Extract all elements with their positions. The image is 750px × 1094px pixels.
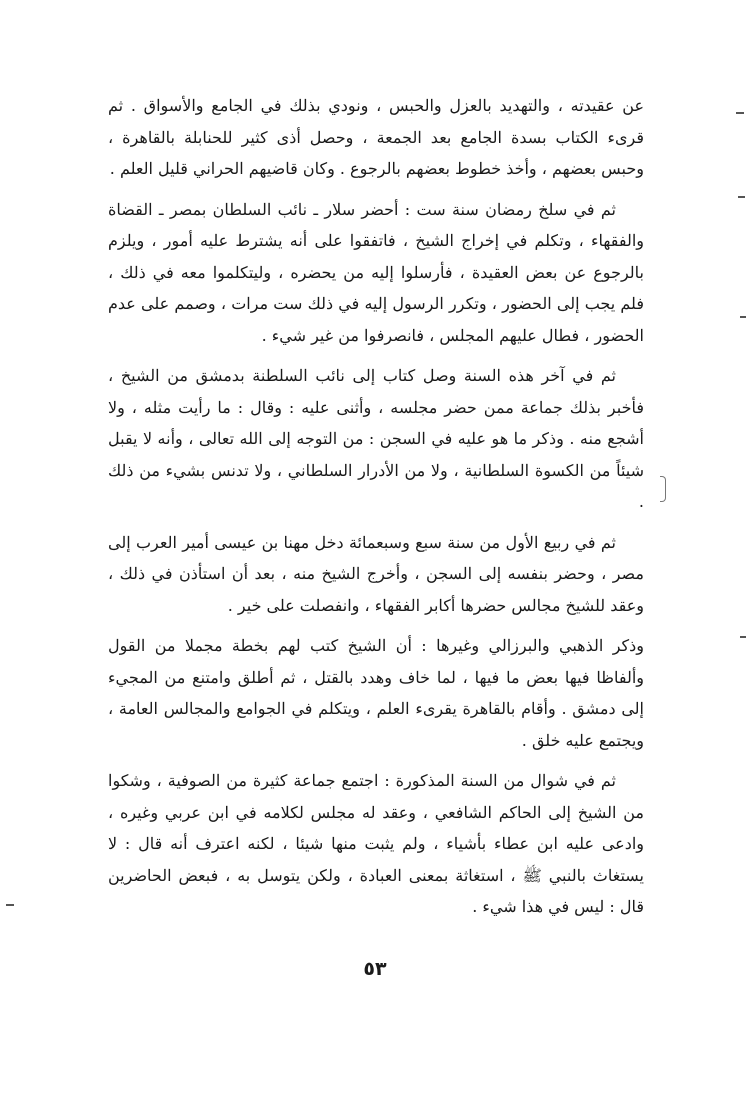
margin-bracket-mark [660,476,666,502]
scan-edge-mark [740,316,746,318]
scan-edge-mark [736,112,744,114]
paragraph-4: ثم في ربيع الأول من سنة سبع وسبعمائة دخل مهنا بن عيسى أمير العرب إلى مصر ، وحضر بنفسه إلى السجن ، وأخرج الشيخ منه ، بعد أن استأذن في ذلك ، وعقد للشيخ مجالس حضرها أكابر الفقهاء ، وانفصلت على خير . [108,532,644,615]
paragraph-3: ثم في آخر هذه السنة وصل كتاب إلى نائب السلطنة بدمشق من الشيخ ، فأخبر بذلك جماعة ممن حضر مجلسه ، وأثنى عليه : وقال : ما رأيت مثله ، ولا أشجع منه . وذكر ما هو عليه في السجن : من التوجه إلى الله تعالى ، وأنه لا يقبل شيئاً من الكسوة السلطانية ، ولا من الأدرار السلطاني ، ولا تدنس بشيء من ذلك . [108,366,644,511]
scan-edge-mark [6,904,14,906]
paragraph-2: ثم في سلخ رمضان سنة ست : أحضر سلار ـ نائب السلطان بمصر ـ القضاة والفقهاء ، وتكلم في إخراج الشيخ ، فاتفقوا على أنه يشترط عليه أمور ، ويلزم بالرجوع عن بعض العقيدة ، فأرسلوا إليه من يحضره ، وليتكلموا معه في ذلك ، فلم يجب إلى الحضور ، وتكرر الرسول إليه في ذلك ست مرات ، وصمم على عدم الحضور ، فطال عليهم المجلس ، فانصرفوا من غير شيء . [108,199,644,345]
paragraph-6: ثم في شوال من السنة المذكورة : اجتمع جماعة كثيرة من الصوفية ، وشكوا من الشيخ إلى الحاكم الشافعي ، وعقد له مجلس لكلامه في ابن عربي وغيره ، وادعى عليه ابن عطاء بأشياء ، ولم يثبت منها شيئا ، لكنه اعترف أنه قال : لا يستغاث بالنبي ﷺ ، استغاثة بمعنى العبادة ، ولكن يتوسل به ، فبعض الحاضرين قال : ليس في هذا شيء . [108,771,644,916]
page-number: ٥٣ [363,958,387,980]
paragraph-5: وذكر الذهبي والبرزالي وغيرها : أن الشيخ كتب لهم بخطة مجملا من القول وألفاظا فيها بعض ما فيها ، لما خاف وهدد بالقتل ، ثم أطلق وامتنع من المجيء إلى دمشق . وأقام بالقاهرة يقرىء العلم ، ويتكلم في الجوامع والمجالس العامة ، ويجتمع عليه خلق . [108,636,644,750]
paragraph-1: عن عقيدته ، والتهديد بالعزل والحبس ، ونودي بذلك في الجامع والأسواق . ثم قرىء الكتاب بسدة الجامع بعد الجمعة ، وحصل أذى كثير للحنابلة بالقاهرة ، وحبس بعضهم ، وأخذ خطوط بعضهم بالرجوع . وكان قاضيهم الحراني قليل العلم . [108,96,644,178]
page-body [108,90,644,932]
scan-edge-mark [740,636,746,638]
scan-edge-mark [738,196,745,198]
